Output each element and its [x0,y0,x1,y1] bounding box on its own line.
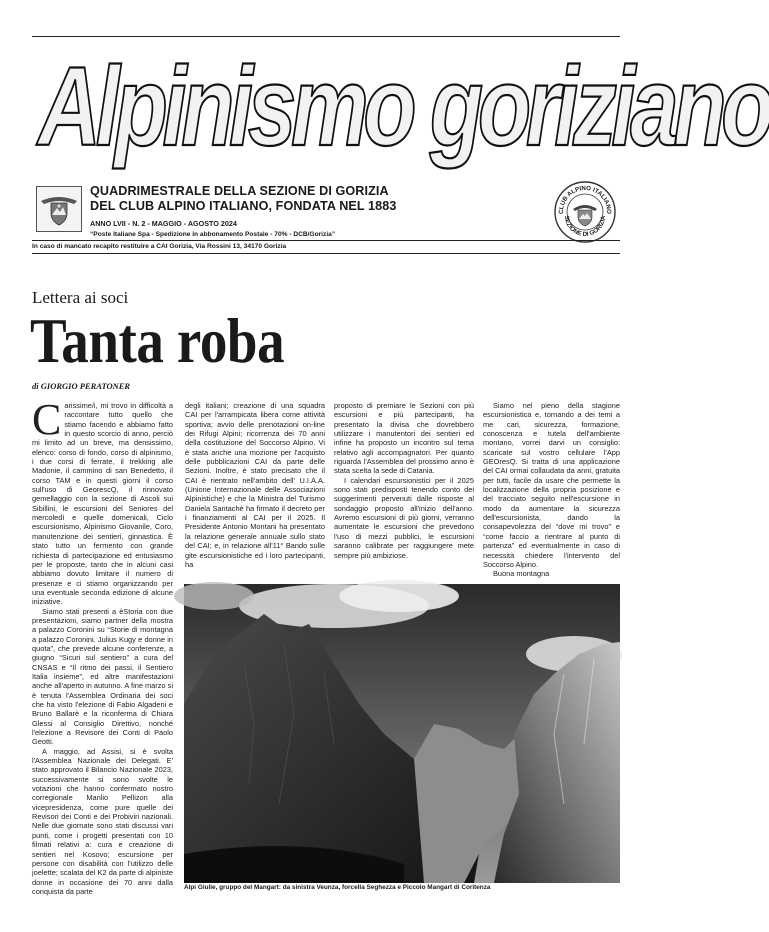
paragraph: Buona montagna [493,569,550,579]
photo-caption: Alpi Giulie, gruppo del Mangart: da sinistra Veunza, forcella Seghezza e Piccolo Mangart di Coritenza [184,884,491,891]
cai-gorizia-seal [554,181,616,243]
byline-author: GIORGIO PERATONER [40,381,131,391]
byline-prefix: di [32,381,39,391]
seal-top-text: CLUB ALPINO ITALIANO [557,184,613,215]
postal-info: “Poste Italiane Spa - Spedizione in abbonamento Postale - 70% - DCB/Gorizia” [90,231,336,238]
masthead-title: Alpinismo goriziano [38,44,769,169]
cai-seal-icon [554,181,616,243]
header-rule [32,240,620,241]
drop-cap: C [32,395,62,444]
article-column-2 [185,401,325,569]
top-rule [32,36,620,37]
cai-emblem-icon [37,187,81,231]
article-column-3 [334,401,474,560]
article-byline [32,381,130,391]
paragraph: I calendari escursionistici per il 2025 sono stati predisposti tenendo conto dei suggerimenti pervenuti dalle risposte al sondaggio proposto all'inizio dell'anno. Avremo escursioni di più giorni, verranno aumentate le escursioni che prevedono l'uso di mezzi pubblici, le escursioni saranno calibrate per raggiungere mete sempre più ambiziose. [334,475,474,560]
mountain-photo [184,584,620,883]
article-kicker: Lettera ai soci [32,288,129,307]
paragraph: Siamo nel pieno della stagione escursionistica e, tornando a dei temi a me cari, sicurezza, formazione, conoscenza e tutela dell'ambiente montano, vorrei darvi un consiglio: scaricate sul vostro cellulare l'App GEOresQ. Si tratta di una applicazione del CAI ormai collaudata da anni, gratuita per tutti, facile da usare che permette la localizzazione della propria posizione e del tracciato seguito nell'escursione in modo da aumentare la sicurezza dell'escursionista, dando la consapevolezza del “dove mi trovo” e “come faccio a rientrare al punto di partenza” ed eventualmente in caso di necessità chiedere l'intervento del Soccorso Alpino. [483,401,620,569]
cai-emblem-logo [36,186,82,232]
article-headline: Tanta roba [30,305,285,376]
publication-line-2: DEL CLUB ALPINO ITALIANO, FONDATA NEL 1883 [90,199,397,213]
article-column-1 [32,395,173,896]
publication-line-1: QUADRIMESTRALE DELLA SEZIONE DI GORIZIA [90,184,389,198]
issue-info: ANNO LVII - N. 2 - MAGGIO - AGOSTO 2024 [90,219,237,228]
return-address: In caso di mancato recapito restituire a CAI Gorizia, Via Rossini 13, 34170 Gorizia [32,243,287,250]
address-rule [32,253,620,254]
paragraph: Siamo stati presenti a èStoria con due presentazioni, siamo partner della mostra a palazzo Coronini su “Storie di montagna a palazzo Coronini. Julius Kugy e donne in quota”, che prevede alcune conferenze, a giugno “Sicuri sul sentiero” a cura del CNSAS e “Il ritmo dei passi, il Sentiero Italia insieme”, ed altre manifestazioni anche all'aperto in autunno. A fine marzo si è tenuta l'Assemblea Ordinaria dei soci che ha visto l'elezione di Fabio Algadeni e Bruno Ballarè e la riconferma di Chiara Glessi al Consiglio Direttivo, nonché l'elezione a Revisore dei Conti di Paolo Geotti. [32,606,173,747]
paragraph: Carissime/i, mi trovo in difficoltà a raccontare tutto quello che stiamo facendo e abbiamo fatto in questo scorcio di anno, perciò mi limito ad un breve, ma densissimo, elenco: corso di fondo, corso di alpinismo, i due corsi di ferrate, il trekking alle Madonie, il cammino di san Benedetto, il corso TAM e in questi giorni il corso sull'uso di GeorescQ, il rinnovato gemellaggio con la sezione di Ascoli sui Sibillini, le escursioni del Seniores del mercoledì e quelle domenicali, Ciclo escursionismo, Alpinismo Giovanile, Coro, manutenzione dei sentieri, ginnastica. È stato tutto un fermento con grande richiesta di partecipazione ed entusiasmo per le proposte, tanto che in alcuni casi abbiamo dovuto limitare il numero di presenze e ci stiamo organizzando per una eventuale seconda edizione di alcune iniziative. [32,395,173,607]
paragraph: degli italiani; creazione di una squadra CAI per l'arrampicata libera come attività sportiva; avvio delle prenotazioni on-line dei Rifugi Alpini; ricorrenza dei 70 anni della costituzione del Soccorso Alpino. Vi è stata anche una mozione per l'acquisto delle pubblicazioni CAI da parte delle Sezioni. Inoltre, è stato precisato che il CAI è rientrato nell'ambito dell' U.I.A.A. (Unione Internazionale delle Associazioni Alpinistiche) e che la Ministra del Turismo Daniela Santachè ha firmato il decreto per i finanziamenti al CAI per il 2025. Il Presidente Antonio Montani ha presentato la relazione generale annuale sullo stato del CAI; e, in relazione all'11° Bando sulle gite escursionistiche ed i loro partecipanti, ha [185,401,325,569]
paragraph: proposto di premiare le Sezioni con più escursioni e più partecipanti, ha presentato la divisa che dovrebbero utilizzare i manutentori dei sentieri ed infine ha proposto un incontro sul tema relativo agli accompagnatori. Per quanto riguarda l'Assemblea del prossimo anno è stata scelta la sede di Catania. [334,401,474,476]
article-column-4 [483,401,620,579]
mountain-landscape-image [184,584,620,883]
seal-bottom-text: SEZIONE DI GORIZIA [562,215,608,239]
paragraph: A maggio, ad Assisi, si è svolta l'Assemblea Nazionale dei Delegati. E' stato approvato il Bilancio Nazionale 2023, successivamente si sono svolte le votazioni che hanno confermato nostro corregionale Manlio Pellizon alla vicepresidenza, come pure quelle dei Revisori dei Conti e dei Probiviri nazionali. Nelle due giornate sono stati discussi vari punti, come i progetti presentati con 10 filmati relativi a: cura e creazione di sentieri nel Kosovo; escursione per persone con disabilità con l'utilizzo delle joelette; scalata del K2 da parte di alpiniste donne in occasione dei 70 anni dalla conquista da parte [32,746,173,896]
